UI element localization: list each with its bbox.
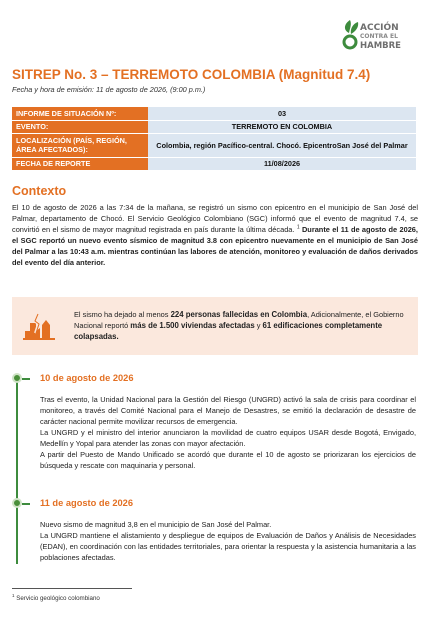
- callout-buildings-collapsed: 61 edificaciones completamente colapsadas.: [74, 321, 383, 341]
- row-label: LOCALIZACIÓN (PAÍS, REGIÓN, ÁREA AFECTADOS):: [12, 133, 148, 157]
- timeline-paragraph: La UNGRD y el ministro del interior anunciaron la movilidad de cuatro equipos USAR desde Bogotá, Envigado, Medellín y Yopal para atender las zonas con mayor afectación.: [40, 428, 416, 448]
- timeline-line: [16, 378, 18, 564]
- callout-fatalities: 224 personas fallecidas en Colombia: [170, 310, 308, 319]
- brand-logo: [340, 18, 410, 58]
- callout-text-2: , Adicionalmente, el Gobierno Nacional reportó: [74, 310, 404, 330]
- section-heading-contexto: Contexto: [12, 184, 67, 198]
- timeline-dot: [12, 373, 22, 383]
- contexto-paragraph: [12, 202, 418, 268]
- row-value: 03: [148, 107, 416, 120]
- row-value: Colombia, región Pacífico-central. Chocó. EpicentroSan José del Palmar: [148, 133, 416, 157]
- timeline-paragraph: A partir del Puesto de Mando Unificado se acordó que durante el 10 de agosto se priorizaran los ejercicios de búsqueda y rescate con maquinaria y personal.: [40, 450, 416, 470]
- callout-homes-affected: más de 1.500 viviendas afectadas: [130, 321, 255, 330]
- contexto-text: El 10 de agosto de 2026 a las 7:34 de la mañana, se registró un sismo con epicentro en el municipio de San José del Palmar, departamento de Chocó. El Servicio Geológico Colombiano (SGC) informó que el evento de magnitud 7.4, se convirtió en el sismo de mayor magnitud registrada en país durante la última década.: [12, 203, 418, 234]
- timeline-entry-2: [40, 519, 416, 563]
- timeline-paragraph: La UNGRD mantiene el alistamiento y despliegue de equipos de Evaluación de Daños y Análisis de Necesidades (EDAN), en coordinación con las entidades territoriales, para orientar la respuesta y la asistencia humanitaria a las poblaciones afectadas.: [40, 531, 416, 562]
- situation-info-table: [12, 107, 416, 171]
- table-row: [12, 107, 416, 120]
- table-row: [12, 133, 416, 157]
- row-value: TERREMOTO EN COLOMBIA: [148, 120, 416, 133]
- row-label: EVENTO:: [12, 120, 148, 133]
- callout-text-3: y: [256, 321, 261, 330]
- timeline-entry-1: [40, 394, 416, 471]
- callout-text-1: El sismo ha dejado al menos: [74, 310, 169, 319]
- row-label: INFORME DE SITUACIÓN Nº:: [12, 107, 148, 120]
- leaf-logo-icon: [340, 18, 360, 50]
- table-row: [12, 120, 416, 133]
- row-label: FECHA DE REPORTE: [12, 157, 148, 170]
- timeline-dot: [12, 498, 22, 508]
- contexto-bold-text: Durante el 11 de agosto de 2026, el SGC reportó un nuevo evento sísmico de magnitud 3.8 con epicentro nuevamente en el municipio de San José del Palmar a las 10:43 a.m. mientras continúan las labores de atención, monitoreo y evaluación de daños derivados del evento del día anterior.: [12, 225, 418, 267]
- table-row: [12, 157, 416, 170]
- callout-text: [74, 309, 408, 342]
- footnote-text: Servicio geológico colombiano: [16, 595, 100, 603]
- earthquake-icon: [22, 311, 56, 341]
- timeline-connector: [22, 378, 30, 380]
- logo-line-3: HAMBRE: [360, 41, 401, 51]
- row-value: 11/08/2026: [148, 157, 416, 170]
- footnote-divider: [12, 588, 132, 589]
- logo-line-2: CONTRA EL: [360, 33, 398, 40]
- timeline-connector: [22, 503, 30, 505]
- timeline-date-2: 11 de agosto de 2026: [40, 498, 134, 508]
- timeline-date-1: 10 de agosto de 2026: [40, 373, 134, 383]
- page-title: SITREP No. 3 – TERREMOTO COLOMBIA (Magnitud 7.4): [12, 67, 371, 82]
- emission-date: Fecha y hora de emisión: 11 de agosto de 2026, (9:00 p.m.): [12, 85, 206, 94]
- footnote-ref[interactable]: 1: [296, 224, 300, 231]
- impact-callout: [12, 297, 418, 355]
- footnote-number: 1: [12, 593, 15, 598]
- timeline-paragraph: Tras el evento, la Unidad Nacional para la Gestión del Riesgo (UNGRD) activó la sala de crisis para coordinar el monitoreo, a través del Comité Nacional para el Manejo de Desastres, se emitió la declaración de desastre de carácter nacional permite movilizar recursos de emergencia.: [40, 395, 416, 426]
- footnote: [12, 593, 100, 602]
- timeline-paragraph: Nuevo sismo de magnitud 3,8 en el municipio de San José del Palmar.: [40, 520, 272, 529]
- logo-line-1: ACCIÓN: [360, 23, 399, 33]
